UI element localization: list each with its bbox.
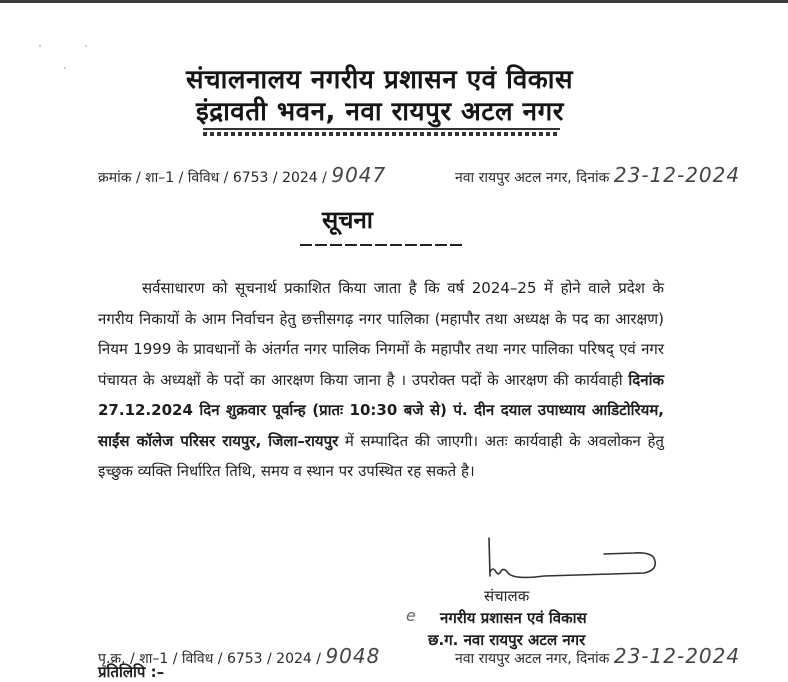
reference-date-handwritten: 23-12-2024 <box>613 163 741 187</box>
signatory-location: छ.ग. नवा रायपुर अटल नगर <box>428 631 586 649</box>
initial-mark: e <box>406 606 416 625</box>
notice-body-text-1: सर्वसाधारण को सूचनार्थ प्रकाशित किया जाता है कि वर्ष 2024–25 में होने वाले प्रदेश के नगरीय निकायों के आम निर्वाचन हेतु छत्तीसगढ़ नगर पालिका (महापौर तथा अध्यक्ष के पद का आरक्षण) नियम 1999 के प्रावधानों के अंतर्गत नगर पालिक निगमों के महापौर तथा नगर पालिका परिषद् एवं नगर पंचायत के अध्यक्षों के पदों का आरक्षण किया जाना है । उपरोक्त पदों के आरक्षण की कार्यवाही <box>98 279 664 389</box>
signatory-designation: संचालक <box>484 587 530 605</box>
scan-speck <box>85 45 87 47</box>
notice-title-underline <box>300 244 462 246</box>
reference-number-handwritten: 9047 <box>331 163 387 187</box>
notice-body-text-2: में सम्पादित की जाएगी। अतः कार्यवाही के अवलोकन हेतु इच्छुक व्यक्ति निर्धारित तिथि, समय व स्थान पर उपस्थित रह सकते है। <box>98 431 664 480</box>
letterhead-dotted-rule <box>203 132 560 136</box>
reference-number-prefix: क्रमांक / शा–1 / विविध / 6753 / 2024 / <box>98 170 327 186</box>
signatory-department: नगरीय प्रशासन एवं विकास <box>440 609 587 627</box>
letterhead-line-2: इंद्रावती भवन, नवा रायपुर अटल नगर <box>196 97 564 127</box>
notice-body-bold: दिनांक 27.12.2024 दिन शुक्रवार पूर्वान्ह (प्रातः 10:30 बजे से) पं. दीन दयाल उपाध्याय आडिटोरियम, साईंस कॉलेज परिसर रायपुर, जिला–रायपुर <box>98 370 664 450</box>
reference-number <box>98 163 386 187</box>
endorsement-place-date-prefix: नवा रायपुर अटल नगर, दिनांक <box>455 651 610 667</box>
signature-block <box>420 585 587 651</box>
signature-icon <box>484 536 664 588</box>
reference-place-date <box>455 163 740 187</box>
endorsement-date-handwritten: 23-12-2024 <box>613 644 741 668</box>
letterhead-rule <box>203 128 560 130</box>
endorsement-place-date <box>455 644 740 668</box>
endorsement-number-prefix: पृ.क्र. / शा–1 / विविध / 6753 / 2024 / <box>98 651 321 667</box>
scan-speck <box>64 67 66 69</box>
copy-to-label: प्रतिलिपि :– <box>98 663 165 681</box>
reference-place-date-prefix: नवा रायपुर अटल नगर, दिनांक <box>455 170 610 186</box>
notice-body <box>98 273 664 487</box>
scan-speck <box>39 45 41 47</box>
notice-title: सूचना <box>322 206 373 234</box>
letterhead-line-1: संचालनालय नगरीय प्रशासन एवं विकास <box>186 65 574 95</box>
endorsement-number-handwritten: 9048 <box>325 644 381 668</box>
